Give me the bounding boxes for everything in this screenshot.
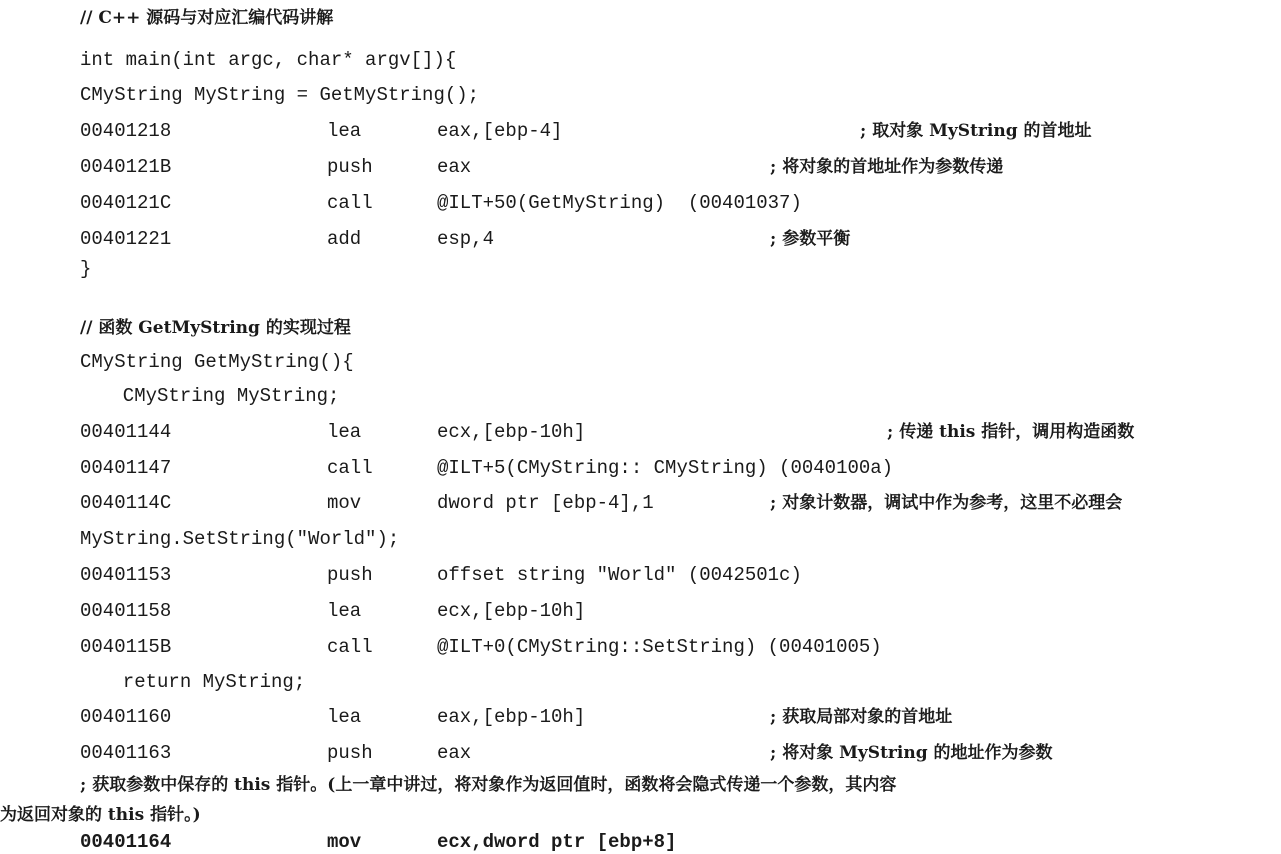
asm-address: 00401153 xyxy=(80,564,172,586)
asm-address: 00401163 xyxy=(80,742,172,764)
asm-comment: ; 获取局部对象的首地址 xyxy=(770,707,953,727)
asm-opcode: add xyxy=(327,228,362,250)
code-line: } xyxy=(80,258,92,280)
asm-opcode: mov xyxy=(327,492,362,514)
comment-heading: // C++ 源码与对应汇编代码讲解 xyxy=(80,8,334,28)
asm-opcode: call xyxy=(327,192,373,214)
asm-address: 00401158 xyxy=(80,600,172,622)
asm-address: 0040121B xyxy=(80,156,172,178)
code-line: CMyString GetMyString(){ xyxy=(80,351,354,373)
asm-address: 0040121C xyxy=(80,192,172,214)
asm-comment: ; 将对象的首地址作为参数传递 xyxy=(770,157,1004,177)
asm-operands: offset string "World" (0042501c) xyxy=(437,564,802,586)
asm-operands: @ILT+50(GetMyString) (00401037) xyxy=(437,192,802,214)
code-line: MyString.SetString("World"); xyxy=(80,528,400,550)
asm-opcode: lea xyxy=(327,706,362,728)
asm-address: 00401164 xyxy=(80,831,172,853)
asm-opcode: lea xyxy=(327,421,362,443)
asm-operands: esp,4 xyxy=(437,228,495,250)
asm-operands: eax,[ebp-4] xyxy=(437,120,563,142)
asm-comment: ; 对象计数器，调试中作为参考，这里不必理会 xyxy=(770,493,1123,513)
asm-opcode: push xyxy=(327,564,373,586)
asm-address: 0040114C xyxy=(80,492,172,514)
code-line: int main(int argc, char* argv[]){ xyxy=(80,49,457,71)
asm-opcode: call xyxy=(327,636,373,658)
asm-address: 00401144 xyxy=(80,421,172,443)
asm-address: 0040115B xyxy=(80,636,172,658)
asm-address: 00401221 xyxy=(80,228,172,250)
asm-operands: dword ptr [ebp-4],1 xyxy=(437,492,654,514)
code-line: CMyString MyString = GetMyString(); xyxy=(80,84,480,106)
asm-operands: @ILT+5(CMyString:: CMyString) (0040100a) xyxy=(437,457,894,479)
comment-paragraph: 为返回对象的 this 指针。) xyxy=(0,805,201,825)
asm-comment: ; 传递 this 指针，调用构造函数 xyxy=(887,422,1135,442)
asm-opcode: push xyxy=(327,742,373,764)
asm-address: 00401147 xyxy=(80,457,172,479)
asm-opcode: push xyxy=(327,156,373,178)
asm-opcode: lea xyxy=(327,120,362,142)
code-line: CMyString MyString; xyxy=(100,385,340,407)
asm-operands: eax xyxy=(437,156,472,178)
asm-operands: ecx,[ebp-10h] xyxy=(437,421,586,443)
asm-operands: ecx,dword ptr [ebp+8] xyxy=(437,831,677,853)
asm-operands: @ILT+0(CMyString::SetString) (00401005) xyxy=(437,636,882,658)
asm-operands: ecx,[ebp-10h] xyxy=(437,600,586,622)
asm-comment: ; 取对象 MyString 的首地址 xyxy=(860,121,1092,141)
comment-paragraph: ; 获取参数中保存的 this 指针。(上一章中讲过，将对象作为返回值时，函数将会隐式传递一个参数，其内容 xyxy=(80,775,897,795)
asm-comment: ; 将对象 MyString 的地址作为参数 xyxy=(770,743,1053,763)
asm-comment: ; 参数平衡 xyxy=(770,229,851,249)
asm-opcode: mov xyxy=(327,831,362,853)
code-line: return MyString; xyxy=(100,671,306,693)
asm-operands: eax,[ebp-10h] xyxy=(437,706,586,728)
asm-address: 00401218 xyxy=(80,120,172,142)
comment-heading: // 函数 GetMyString 的实现过程 xyxy=(80,318,351,338)
asm-opcode: call xyxy=(327,457,373,479)
asm-opcode: lea xyxy=(327,600,362,622)
asm-address: 00401160 xyxy=(80,706,172,728)
asm-operands: eax xyxy=(437,742,472,764)
